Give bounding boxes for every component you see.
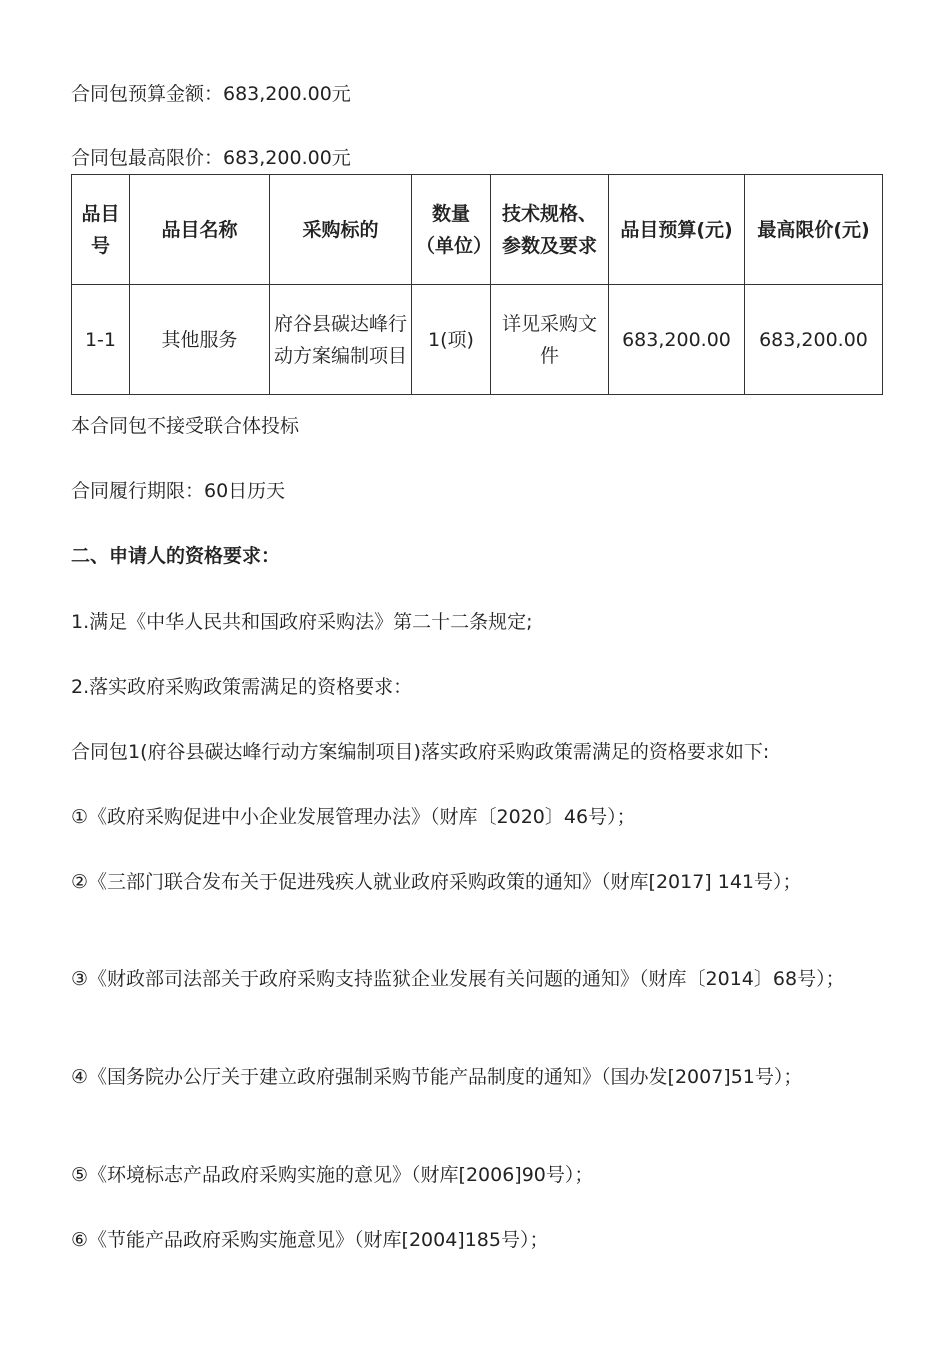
max-price: 合同包最高限价：683,200.00元 — [71, 147, 351, 169]
requirement-2: 2.落实政府采购政策需满足的资格要求： — [71, 676, 413, 698]
header-subject: 采购标的 — [270, 175, 412, 285]
header-quantity: 数量（单位） — [412, 175, 491, 285]
policy-item: ①《政府采购促进中小企业发展管理办法》（财库〔2020〕46号）； — [71, 806, 636, 828]
item-table — [71, 174, 883, 395]
cell-quantity: 1(项) — [412, 285, 491, 395]
header-spec: 技术规格、参数及要求 — [491, 175, 609, 285]
section-title: 二、申请人的资格要求： — [71, 545, 281, 567]
policy-item: ⑤《环境标志产品政府采购实施的意见》（财库[2006]90号）； — [71, 1164, 594, 1186]
contract-period: 合同履行期限：60日历天 — [71, 480, 286, 502]
header-item-name: 品目名称 — [130, 175, 270, 285]
cell-budget: 683,200.00 — [609, 285, 745, 395]
no-consortium-note: 本合同包不接受联合体投标 — [71, 415, 300, 437]
table-row — [72, 285, 883, 395]
header-max-price: 最高限价(元) — [745, 175, 883, 285]
cell-item-no: 1-1 — [72, 285, 130, 395]
policy-item: ③《财政部司法部关于政府采购支持监狱企业发展有关问题的通知》（财库〔2014〕68号）； — [71, 968, 845, 990]
cell-subject: 府谷县碳达峰行动方案编制项目 — [270, 285, 412, 395]
policy-item: ④《国务院办公厅关于建立政府强制采购节能产品制度的通知》（国办发[2007]51号）； — [71, 1066, 803, 1088]
requirement-1: 1.满足《中华人民共和国政府采购法》第二十二条规定; — [71, 611, 533, 633]
cell-spec: 详见采购文件 — [491, 285, 609, 395]
policy-item: ⑥《节能产品政府采购实施意见》（财库[2004]185号）； — [71, 1229, 549, 1251]
cell-item-name: 其他服务 — [130, 285, 270, 395]
header-budget: 品目预算(元) — [609, 175, 745, 285]
cell-max-price: 683,200.00 — [745, 285, 883, 395]
table-header-row — [72, 175, 883, 285]
header-item-no: 品目号 — [72, 175, 130, 285]
policy-item: ②《三部门联合发布关于促进残疾人就业政府采购政策的通知》（财库[2017] 141号）； — [71, 871, 802, 893]
requirement-2-detail: 合同包1(府谷县碳达峰行动方案编制项目)落实政府采购政策需满足的资格要求如下: — [71, 741, 770, 763]
budget-amount: 合同包预算金额：683,200.00元 — [71, 83, 351, 105]
